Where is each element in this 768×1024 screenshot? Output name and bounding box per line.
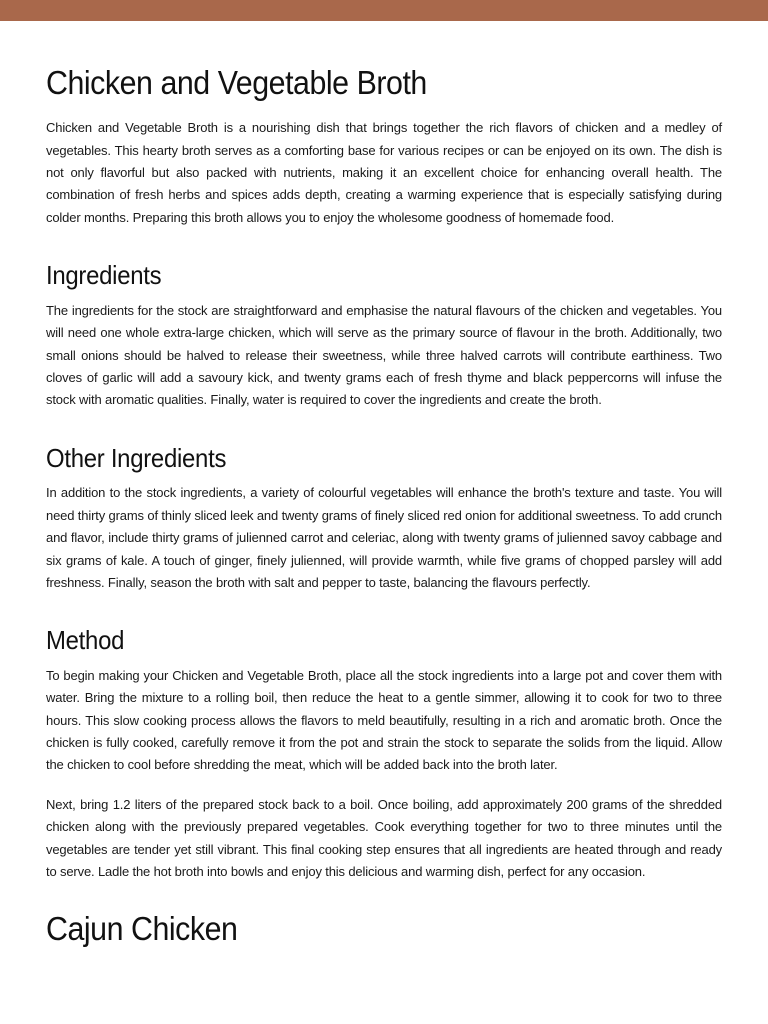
intro-paragraph: Chicken and Vegetable Broth is a nourishing dish that brings together the rich flavors of chicken and a medley of vegetables. This hearty broth serves as a comforting base for various recipes or can be enjoyed on its own. The dish is not only flavorful but also packed with nutrients, making it an excellent choice for enhancing overall health. The combination of fresh herbs and spices adds depth, creating a warming experience that is especially satisfying during colder months. Preparing this broth allows you to enjoy the wholesome goodness of homemade food. bbox=[46, 120, 722, 225]
next-recipe-title: Cajun Chicken bbox=[46, 909, 238, 947]
section-heading-ingredients: Ingredients bbox=[46, 260, 162, 291]
method-section bbox=[46, 624, 722, 883]
section-heading-method: Method bbox=[46, 625, 125, 656]
top-accent-bar bbox=[0, 0, 768, 21]
method-paragraph: Next, bring 1.2 liters of the prepared stock back to a boil. Once boiling, add approximately 200 grams of the shredded chicken along with the previously prepared vegetables. Cook everything together for two to three minutes until the vegetables are tender yet still vibrant. This final cooking step ensures that all ingredients are heated through and ready to serve. Ladle the hot broth into bowls and enjoy this delicious and warming dish, perfect for any occasion. bbox=[46, 796, 722, 880]
other-ingredients-paragraph: In addition to the stock ingredients, a variety of colourful vegetables will enhance the broth's texture and taste. You will need thirty grams of thinly sliced leek and twenty grams of finely sliced red onion for additional sweetness. To add crunch and flavor, include thirty grams of julienned carrot and celeriac, along with twenty grams of julienned savoy cabbage and six grams of kale. A touch of ginger, finely julienned, will provide warmth, while five grams of chopped parsley will add freshness. Finally, season the broth with salt and pepper to taste, balancing the flavours perfectly. bbox=[46, 485, 722, 590]
recipe-page bbox=[46, 62, 722, 949]
page-title: Chicken and Vegetable Broth bbox=[46, 64, 427, 101]
method-paragraph: To begin making your Chicken and Vegetable Broth, place all the stock ingredients into a large pot and cover them with water. Bring the mixture to a rolling boil, then reduce the heat to a gentle simmer, allowing it to cook for two to three hours. This slow cooking process allows the flavors to meld beautifully, resulting in a rich and aromatic broth. Once the chicken is fully cooked, carefully remove it from the pot and strain the stock to separate the solids from the liquid. Allow the chicken to cool before shredding the meat, which will be added back into the broth later. bbox=[46, 667, 722, 773]
ingredients-section bbox=[46, 259, 722, 412]
section-heading-other-ingredients: Other Ingredients bbox=[46, 442, 227, 473]
ingredients-paragraph: The ingredients for the stock are straightforward and emphasise the natural flavours of the chicken and vegetables. You will need one whole extra-large chicken, which will serve as the primary source of flavour in the broth. Additionally, two small onions should be halved to release their sweetness, while three halved carrots will contribute earthiness. Two cloves of garlic will add a savoury kick, and twenty grams each of fresh thyme and black peppercorns will infuse the stock with aromatic qualities. Finally, water is required to cover the ingredients and create the broth. bbox=[46, 302, 722, 408]
other-ingredients-section bbox=[46, 442, 722, 595]
